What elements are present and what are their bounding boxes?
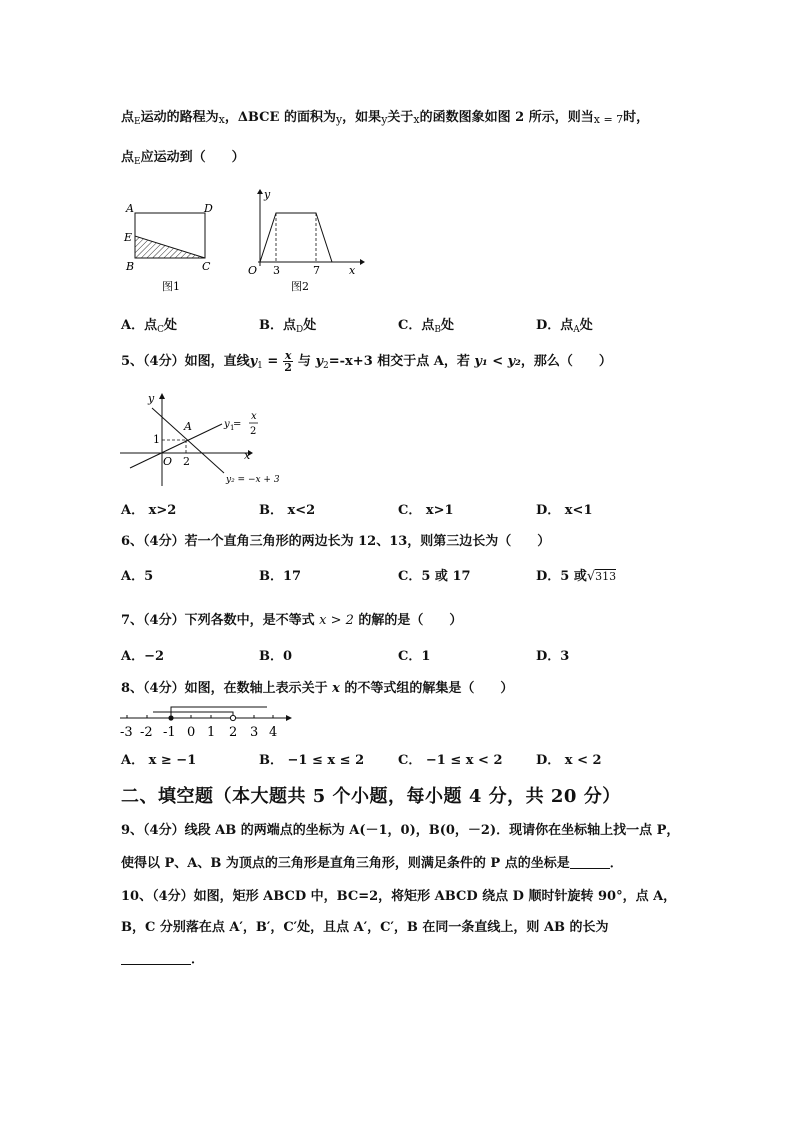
point: C	[157, 325, 164, 335]
label: 3	[250, 725, 259, 740]
var-x: x	[332, 681, 340, 696]
q8-option-c[interactable]: C． −1 ≤ x < 2	[398, 753, 503, 768]
text: 处	[440, 318, 454, 333]
sqrt-radicand: 313	[595, 570, 617, 583]
x-axis-arrow	[360, 259, 365, 265]
label: 0	[187, 725, 196, 740]
q4-line2	[121, 146, 245, 167]
label-C: C	[202, 260, 211, 273]
q5-option-c[interactable]: C． x>1	[398, 503, 454, 518]
label: 1	[207, 725, 216, 740]
q7-option-a[interactable]: A．−2	[121, 649, 165, 664]
function-graph	[260, 213, 332, 262]
label: -1	[163, 725, 176, 740]
q7-option-b[interactable]: B．0	[259, 649, 293, 664]
q4-option-d[interactable]	[536, 314, 593, 335]
sqrt-sign: √	[586, 569, 596, 584]
q4-option-a[interactable]	[121, 314, 177, 335]
q10-line1: 10、（4分）如图，矩形 ABCD 中，BC=2，将矩形 ABCD 绕点 D 顺时针旋转 90°，点 A，	[121, 889, 677, 904]
q4-option-b[interactable]	[259, 314, 316, 335]
q9-line1: 9、（4分）线段 AB 的两端点的坐标为 A(－1，0)，B(0，－2)．现请你在坐标轴上找一点 P，	[121, 823, 680, 838]
label-A: A	[184, 420, 192, 433]
label-y1-num: x	[251, 411, 257, 422]
label-O: O	[163, 455, 173, 468]
fraction-x-over-2	[283, 350, 294, 373]
q7-stem	[121, 609, 462, 628]
q8-option-a[interactable]: A． x ≥ −1	[121, 753, 197, 768]
q8-option-d[interactable]: D． x < 2	[536, 753, 602, 768]
label-x: x	[244, 449, 251, 462]
shaded-triangle-bce	[135, 236, 205, 258]
point: A	[573, 325, 580, 335]
denominator: 2	[284, 361, 292, 374]
var-x: x	[218, 113, 225, 126]
comparison: y₁ < y₂	[474, 354, 521, 369]
label-y: y	[148, 392, 155, 405]
var-y: y	[249, 354, 258, 369]
label-A: A	[126, 202, 134, 215]
label-y2: y₂ = −x + 3	[226, 475, 280, 485]
label: 4	[269, 725, 278, 740]
text: A．点	[121, 318, 158, 333]
text: C．点	[398, 318, 435, 333]
tick-3: 3	[273, 264, 280, 277]
text: 点	[121, 150, 135, 165]
q6-option-c[interactable]: C．5 或 17	[398, 569, 471, 584]
triangle-bce: ΔBCE	[237, 110, 280, 125]
inequality: x > 2	[319, 613, 354, 628]
var-y: y	[335, 113, 343, 126]
q5-figure	[116, 388, 288, 488]
text: 的解的是（ ）	[353, 613, 463, 628]
caption-fig1: 图1	[162, 280, 180, 293]
answer-blank[interactable]	[570, 856, 610, 869]
var-x: x	[413, 113, 420, 126]
text: 的不等式组的解集是（ ）	[339, 681, 514, 696]
label-E: E	[124, 231, 133, 244]
solid-dot-minus1	[168, 715, 173, 720]
q5-option-a[interactable]: A． x>2	[121, 503, 177, 518]
numerator: x	[284, 349, 292, 362]
text: 处	[163, 318, 177, 333]
text: D．5 或	[536, 569, 587, 584]
q6-option-d[interactable]	[536, 565, 616, 584]
q4-line1	[121, 106, 649, 127]
axis-arrow	[286, 715, 292, 721]
var-E: E	[134, 157, 141, 167]
text: D．点	[536, 318, 574, 333]
q6-stem: 6、（4分）若一个直角三角形的两边长为 12、13，则第三边长为（ ）	[121, 534, 551, 549]
label-O: O	[248, 264, 258, 277]
text: ，如果	[342, 110, 382, 125]
label-x: x	[349, 264, 356, 277]
q5-option-b[interactable]: B． x<2	[259, 503, 316, 518]
text: 关于	[387, 110, 414, 125]
text: 点	[121, 110, 135, 125]
text: 8、（4分）如图，在数轴上表示关于	[121, 681, 333, 696]
q9-line2	[121, 852, 623, 871]
tick-7: 7	[313, 264, 320, 277]
text: 使得以 P、A、B 为顶点的三角形是直角三角形，则满足条件的 P 点的坐标是	[121, 856, 570, 871]
caption-fig2: 图2	[291, 280, 309, 293]
q10-line3	[121, 948, 204, 967]
var-y: y	[381, 113, 388, 126]
label-D: D	[204, 202, 213, 215]
q8-option-b[interactable]: B． −1 ≤ x ≤ 2	[259, 753, 365, 768]
q8-stem	[121, 677, 513, 696]
text: B．点	[259, 318, 296, 333]
q5-option-d[interactable]: D． x<1	[536, 503, 593, 518]
q5-stem	[121, 350, 612, 373]
q6-option-a[interactable]: A．5	[121, 569, 154, 584]
label: -2	[140, 725, 153, 740]
q7-option-d[interactable]: D．3	[536, 649, 570, 664]
subscript: 2	[323, 361, 329, 371]
q10-line2: B，C 分别落在点 A′，B′，C′处，且点 A′，C′，B 在同一条直线上，则 AB 的长为	[121, 920, 609, 935]
line-y1	[130, 424, 222, 468]
subscript: 1	[257, 361, 263, 371]
q4-figure-2	[238, 186, 366, 296]
var-y: y	[315, 354, 324, 369]
q4-figure-1	[118, 196, 228, 296]
q6-option-b[interactable]: B．17	[259, 569, 302, 584]
text: ．	[609, 856, 623, 871]
var-E: E	[134, 117, 141, 127]
q8-number-line	[116, 700, 296, 740]
text: 5、（4分）如图，直线	[121, 354, 250, 369]
y-axis-arrow	[257, 189, 263, 194]
text: =	[262, 354, 283, 369]
label-y: y	[264, 188, 271, 201]
text: 运动的路程为	[140, 110, 219, 125]
text: ，那么（ ）	[520, 354, 612, 369]
text: 时，	[623, 110, 650, 125]
text: 的函数图象如图 2 所示，则当	[419, 110, 594, 125]
label-B: B	[126, 260, 135, 273]
text: 应运动到（ ）	[140, 150, 245, 165]
q4-option-c[interactable]	[398, 314, 454, 335]
open-dot-2	[230, 715, 235, 720]
equation-x7: x = 7	[593, 113, 624, 126]
label-1: 1	[153, 433, 160, 446]
label-y1-den: 2	[250, 426, 257, 437]
text: 的面积为	[279, 110, 336, 125]
label: -3	[120, 725, 133, 740]
label-2: 2	[183, 455, 190, 468]
label-y1-sub: 1	[230, 424, 235, 432]
q7-option-c[interactable]: C．1	[398, 649, 431, 664]
axis-labels	[120, 725, 277, 740]
text: ．	[191, 952, 205, 967]
label-y1-y: y	[224, 419, 230, 430]
text: 处	[579, 318, 593, 333]
text: 处	[303, 318, 317, 333]
label-y1-eq: =	[233, 419, 242, 430]
text: =-x+3 相交于点 A，若	[328, 354, 475, 369]
ray-lt-2	[153, 712, 233, 718]
answer-blank[interactable]	[121, 952, 191, 965]
point: B	[434, 325, 441, 335]
label: 2	[229, 725, 238, 740]
text: 7、（4分）下列各数中，是不等式	[121, 613, 320, 628]
section-2-heading: 二、填空题（本大题共 5 个小题，每小题 4 分，共 20 分）	[121, 786, 621, 807]
point: D	[296, 325, 304, 335]
text: ，	[224, 110, 238, 125]
text: 与	[293, 354, 316, 369]
y-axis-arrow	[159, 393, 165, 399]
